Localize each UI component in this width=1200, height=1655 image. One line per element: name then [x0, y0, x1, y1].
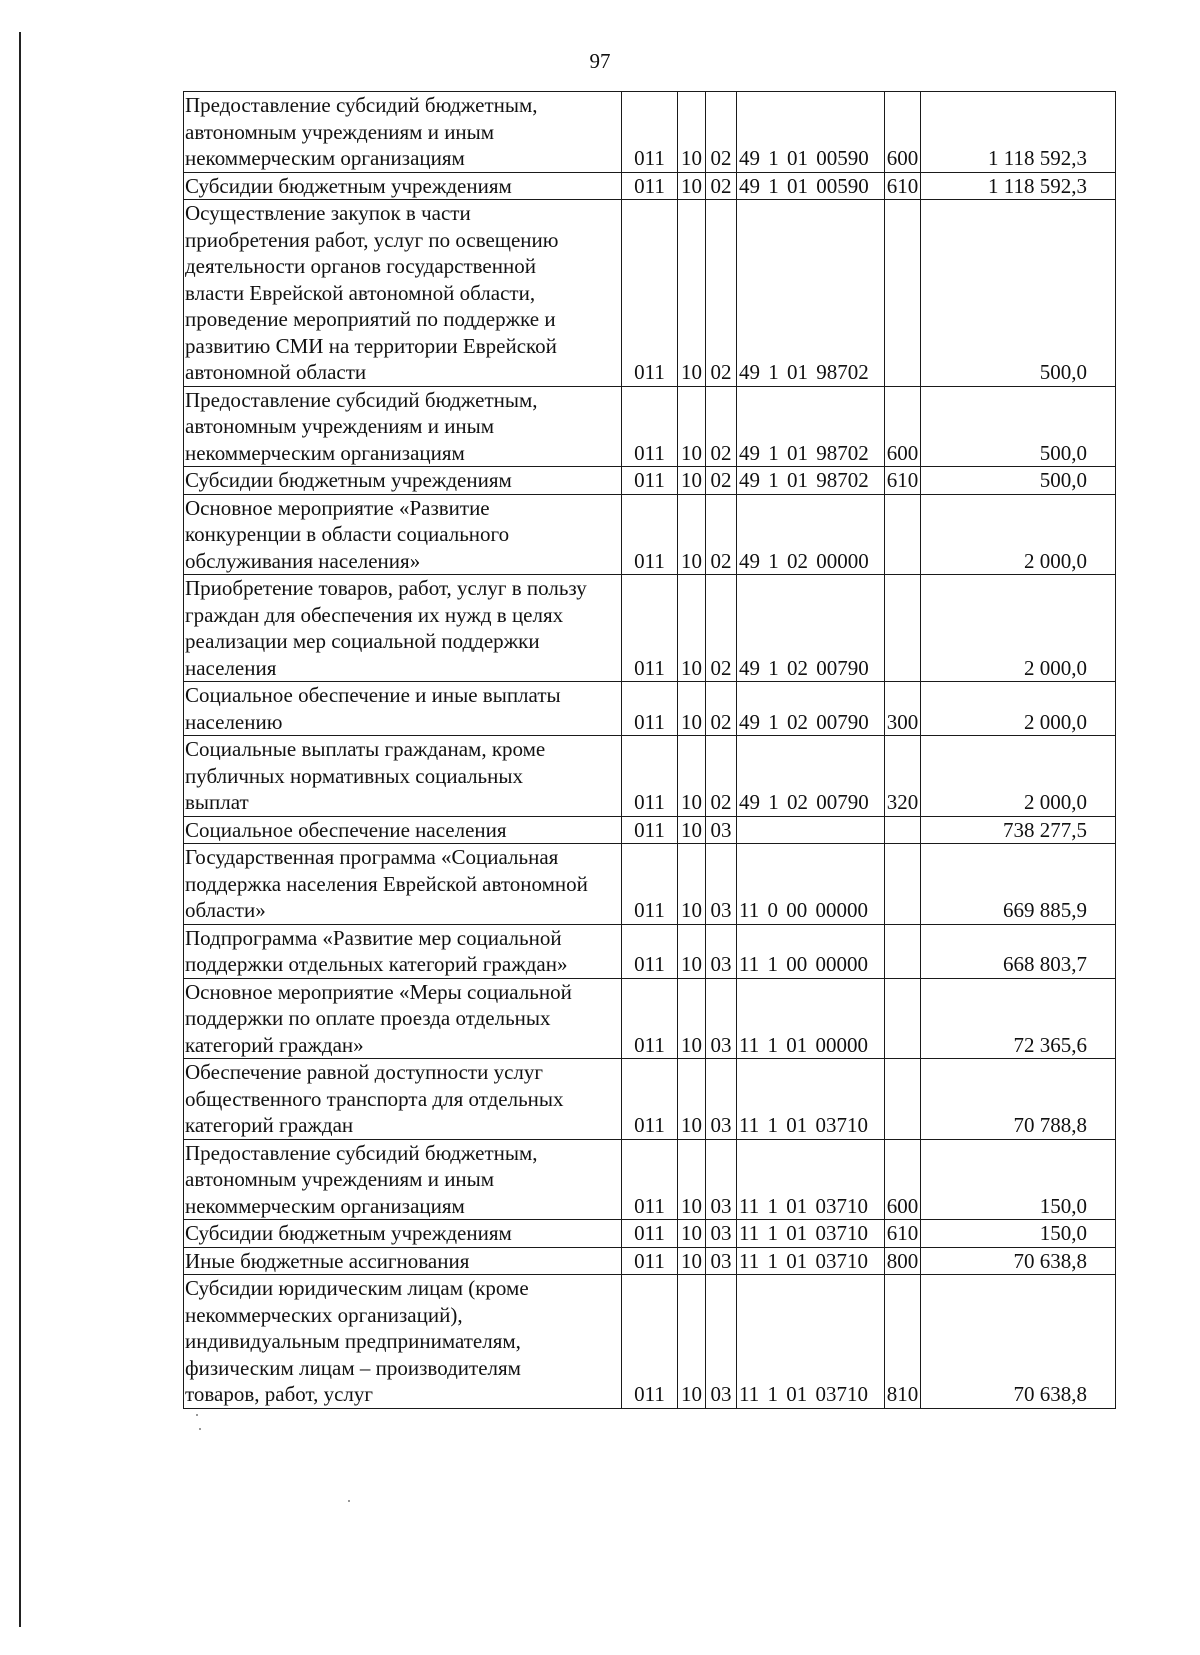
cell-target-article: [737, 816, 885, 844]
cell-target-article: 11 1 00 00000: [737, 924, 885, 978]
cell-amount: 70 638,8: [921, 1247, 1116, 1275]
scan-speck: [348, 1500, 350, 1502]
cell-amount: 1 118 592,3: [921, 92, 1116, 173]
cell-name: [184, 200, 622, 387]
cell-name-line: некоммерческих организаций),: [185, 1302, 463, 1327]
cell-target-article: 11 1 01 00000: [737, 978, 885, 1059]
cell-section: 10: [678, 386, 706, 467]
cell-name-line: Предоставление субсидий бюджетным,: [185, 93, 538, 117]
cell-amount: 500,0: [921, 386, 1116, 467]
cell-amount: 2 000,0: [921, 494, 1116, 575]
cell-expense-type: 600: [885, 1139, 921, 1220]
cell-expense-type: [885, 494, 921, 575]
cell-name-line: Субсидии юридическим лицам (кроме: [185, 1276, 529, 1300]
cell-name: [184, 1220, 622, 1248]
cell-name-line: развитию СМИ на территории Еврейской: [185, 333, 557, 358]
cell-name-line: поддержки отдельных категорий граждан»: [185, 952, 568, 976]
cell-section: 10: [678, 736, 706, 817]
cell-name-line: населения: [185, 655, 277, 680]
cell-name: [184, 924, 622, 978]
cell-subsection: 03: [706, 978, 737, 1059]
cell-section: 10: [678, 1139, 706, 1220]
table-row: [184, 1059, 1116, 1140]
cell-amount: 500,0: [921, 200, 1116, 387]
table-row: [184, 467, 1116, 495]
cell-section: 10: [678, 1220, 706, 1248]
cell-expense-type: 610: [885, 172, 921, 200]
cell-section: 10: [678, 978, 706, 1059]
cell-expense-type: [885, 200, 921, 387]
cell-name: [184, 575, 622, 682]
cell-name-line: Субсидии бюджетным учреждениям: [185, 468, 512, 492]
cell-grbs: 011: [622, 1275, 678, 1409]
cell-name: [184, 1275, 622, 1409]
cell-name-line: физическим лицам – производителям: [185, 1355, 521, 1380]
cell-expense-type: 600: [885, 92, 921, 173]
cell-name-line: автономной области: [185, 360, 367, 384]
cell-grbs: 011: [622, 200, 678, 387]
cell-target-article: 49 1 02 00000: [737, 494, 885, 575]
table-body: [184, 92, 1116, 1409]
cell-name-line: Основное мероприятие «Меры социальной: [185, 979, 572, 1004]
cell-section: 10: [678, 467, 706, 495]
cell-name-line: Социальное обеспечение населения: [185, 817, 507, 842]
cell-target-article: 11 1 01 03710: [737, 1247, 885, 1275]
cell-name-line: Подпрограмма «Развитие мер социальной: [185, 925, 562, 950]
cell-name-line: Социальные выплаты гражданам, кроме: [185, 737, 546, 761]
cell-name: [184, 736, 622, 817]
cell-target-article: 11 1 01 03710: [737, 1059, 885, 1140]
page-number: 97: [589, 49, 611, 73]
cell-amount: 150,0: [921, 1139, 1116, 1220]
cell-grbs: 011: [622, 172, 678, 200]
table-row: [184, 844, 1116, 925]
cell-name-line: власти Еврейской автономной области,: [185, 280, 536, 305]
cell-name: [184, 92, 622, 173]
cell-name-line: Субсидии бюджетным учреждениям: [185, 173, 512, 198]
cell-subsection: 03: [706, 816, 737, 844]
cell-name-line: автономным учреждениям и иным: [185, 1167, 495, 1191]
scan-speck: [199, 1428, 201, 1430]
cell-amount: 738 277,5: [921, 816, 1116, 844]
cell-grbs: 011: [622, 386, 678, 467]
cell-target-article: 11 1 01 03710: [737, 1275, 885, 1409]
cell-expense-type: 320: [885, 736, 921, 817]
cell-amount: 668 803,7: [921, 924, 1116, 978]
cell-name-line: населению: [185, 709, 283, 734]
cell-section: 10: [678, 844, 706, 925]
cell-grbs: 011: [622, 816, 678, 844]
cell-name-line: Иные бюджетные ассигнования: [185, 1248, 470, 1273]
cell-target-article: 11 1 01 03710: [737, 1139, 885, 1220]
cell-amount: 500,0: [921, 467, 1116, 495]
table-row: [184, 575, 1116, 682]
table-row: [184, 736, 1116, 817]
cell-expense-type: 800: [885, 1247, 921, 1275]
cell-subsection: 03: [706, 1247, 737, 1275]
cell-expense-type: [885, 816, 921, 844]
cell-name-line: поддержки по оплате проезда отдельных: [185, 1006, 551, 1030]
cell-grbs: 011: [622, 1139, 678, 1220]
cell-subsection: 03: [706, 1220, 737, 1248]
budget-table: [183, 91, 1116, 1409]
cell-section: 10: [678, 200, 706, 387]
table-row: [184, 200, 1116, 387]
table-row: [184, 92, 1116, 173]
cell-target-article: 49 1 02 00790: [737, 736, 885, 817]
cell-subsection: 02: [706, 494, 737, 575]
scan-edge-line: [19, 32, 21, 1627]
cell-subsection: 02: [706, 736, 737, 817]
cell-name-line: Социальное обеспечение и иные выплаты: [185, 683, 561, 707]
cell-name: [184, 978, 622, 1059]
cell-amount: 70 788,8: [921, 1059, 1116, 1140]
cell-expense-type: 610: [885, 467, 921, 495]
cell-subsection: 02: [706, 200, 737, 387]
cell-name-line: автономным учреждениям и иным: [185, 414, 495, 438]
cell-name-line: конкуренции в области социального: [185, 522, 510, 546]
cell-target-article: 49 1 01 98702: [737, 386, 885, 467]
cell-amount: 70 638,8: [921, 1275, 1116, 1409]
table-row: [184, 924, 1116, 978]
cell-subsection: 03: [706, 844, 737, 925]
cell-amount: 2 000,0: [921, 682, 1116, 736]
cell-section: 10: [678, 1275, 706, 1409]
cell-name-line: приобретения работ, услуг по освещению: [185, 227, 559, 252]
cell-expense-type: 610: [885, 1220, 921, 1248]
cell-name-line: реализации мер социальной поддержки: [185, 629, 540, 653]
cell-name-line: категорий граждан»: [185, 1032, 364, 1057]
cell-grbs: 011: [622, 494, 678, 575]
cell-section: 10: [678, 924, 706, 978]
cell-name-line: Субсидии бюджетным учреждениям: [185, 1221, 512, 1245]
cell-target-article: 49 1 02 00790: [737, 575, 885, 682]
cell-name-line: Государственная программа «Социальная: [185, 845, 559, 869]
cell-name: [184, 1059, 622, 1140]
cell-target-article: 49 1 02 00790: [737, 682, 885, 736]
cell-amount: 1 118 592,3: [921, 172, 1116, 200]
cell-name-line: Предоставление субсидий бюджетным,: [185, 387, 538, 412]
cell-name-line: проведение мероприятий по поддержке и: [185, 307, 556, 331]
cell-subsection: 02: [706, 575, 737, 682]
cell-target-article: 11 0 00 00000: [737, 844, 885, 925]
cell-grbs: 011: [622, 467, 678, 495]
cell-name-line: выплат: [185, 790, 249, 814]
cell-target-article: 49 1 01 98702: [737, 467, 885, 495]
cell-name-line: индивидуальным предпринимателям,: [185, 1329, 521, 1353]
cell-target-article: 49 1 01 00590: [737, 172, 885, 200]
cell-amount: 669 885,9: [921, 844, 1116, 925]
cell-section: 10: [678, 575, 706, 682]
table-row: [184, 172, 1116, 200]
cell-name-line: Обеспечение равной доступности услуг: [185, 1060, 543, 1084]
cell-subsection: 03: [706, 1059, 737, 1140]
cell-name-line: публичных нормативных социальных: [185, 763, 523, 788]
cell-name-line: автономным учреждениям и иным: [185, 119, 495, 144]
cell-target-article: 11 1 01 03710: [737, 1220, 885, 1248]
cell-section: 10: [678, 92, 706, 173]
cell-expense-type: 300: [885, 682, 921, 736]
cell-amount: 2 000,0: [921, 736, 1116, 817]
cell-section: 10: [678, 1059, 706, 1140]
cell-target-article: 49 1 01 00590: [737, 92, 885, 173]
cell-subsection: 03: [706, 1139, 737, 1220]
cell-expense-type: [885, 924, 921, 978]
table-row: [184, 1139, 1116, 1220]
cell-subsection: 02: [706, 92, 737, 173]
cell-amount: 2 000,0: [921, 575, 1116, 682]
table-row: [184, 978, 1116, 1059]
table-row: [184, 494, 1116, 575]
cell-name: [184, 386, 622, 467]
cell-name: [184, 816, 622, 844]
cell-expense-type: [885, 978, 921, 1059]
cell-section: 10: [678, 494, 706, 575]
cell-expense-type: [885, 844, 921, 925]
cell-grbs: 011: [622, 682, 678, 736]
cell-target-article: 49 1 01 98702: [737, 200, 885, 387]
cell-expense-type: [885, 1059, 921, 1140]
cell-name: [184, 494, 622, 575]
cell-grbs: 011: [622, 736, 678, 817]
cell-name: [184, 1139, 622, 1220]
cell-name: [184, 844, 622, 925]
cell-name-line: поддержка населения Еврейской автономной: [185, 871, 588, 896]
cell-name-line: некоммерческим организациям: [185, 146, 465, 170]
cell-grbs: 011: [622, 1247, 678, 1275]
table-row: [184, 816, 1116, 844]
cell-name-line: деятельности органов государственной: [185, 254, 536, 278]
cell-name: [184, 172, 622, 200]
cell-name-line: Предоставление субсидий бюджетным,: [185, 1140, 538, 1165]
cell-name-line: обслуживания населения»: [185, 548, 421, 573]
cell-name-line: некоммерческим организациям: [185, 1193, 465, 1218]
cell-grbs: 011: [622, 575, 678, 682]
cell-section: 10: [678, 172, 706, 200]
cell-grbs: 011: [622, 1220, 678, 1248]
cell-amount: 150,0: [921, 1220, 1116, 1248]
cell-subsection: 03: [706, 924, 737, 978]
cell-name-line: категорий граждан: [185, 1113, 354, 1137]
cell-expense-type: [885, 575, 921, 682]
cell-name-line: общественного транспорта для отдельных: [185, 1086, 564, 1111]
cell-section: 10: [678, 1247, 706, 1275]
cell-name: [184, 1247, 622, 1275]
cell-name-line: Осуществление закупок в части: [185, 201, 471, 225]
cell-name-line: области»: [185, 898, 266, 922]
cell-amount: 72 365,6: [921, 978, 1116, 1059]
cell-name-line: некоммерческим организациям: [185, 440, 465, 465]
cell-section: 10: [678, 682, 706, 736]
cell-grbs: 011: [622, 1059, 678, 1140]
scan-speck: [196, 1414, 198, 1416]
cell-expense-type: 600: [885, 386, 921, 467]
cell-subsection: 02: [706, 386, 737, 467]
cell-name-line: Приобретение товаров, работ, услуг в пользу: [185, 576, 587, 600]
cell-subsection: 03: [706, 1275, 737, 1409]
cell-grbs: 011: [622, 924, 678, 978]
table-row: [184, 1247, 1116, 1275]
table-row: [184, 682, 1116, 736]
cell-grbs: 011: [622, 92, 678, 173]
table-row: [184, 1275, 1116, 1409]
table-row: [184, 1220, 1116, 1248]
table-row: [184, 386, 1116, 467]
cell-expense-type: 810: [885, 1275, 921, 1409]
cell-section: 10: [678, 816, 706, 844]
cell-name: [184, 682, 622, 736]
cell-name-line: граждан для обеспечения их нужд в целях: [185, 602, 564, 627]
cell-subsection: 02: [706, 172, 737, 200]
cell-subsection: 02: [706, 682, 737, 736]
cell-grbs: 011: [622, 844, 678, 925]
cell-grbs: 011: [622, 978, 678, 1059]
cell-name: [184, 467, 622, 495]
cell-name-line: товаров, работ, услуг: [185, 1382, 374, 1406]
cell-subsection: 02: [706, 467, 737, 495]
cell-name-line: Основное мероприятие «Развитие: [185, 495, 490, 520]
